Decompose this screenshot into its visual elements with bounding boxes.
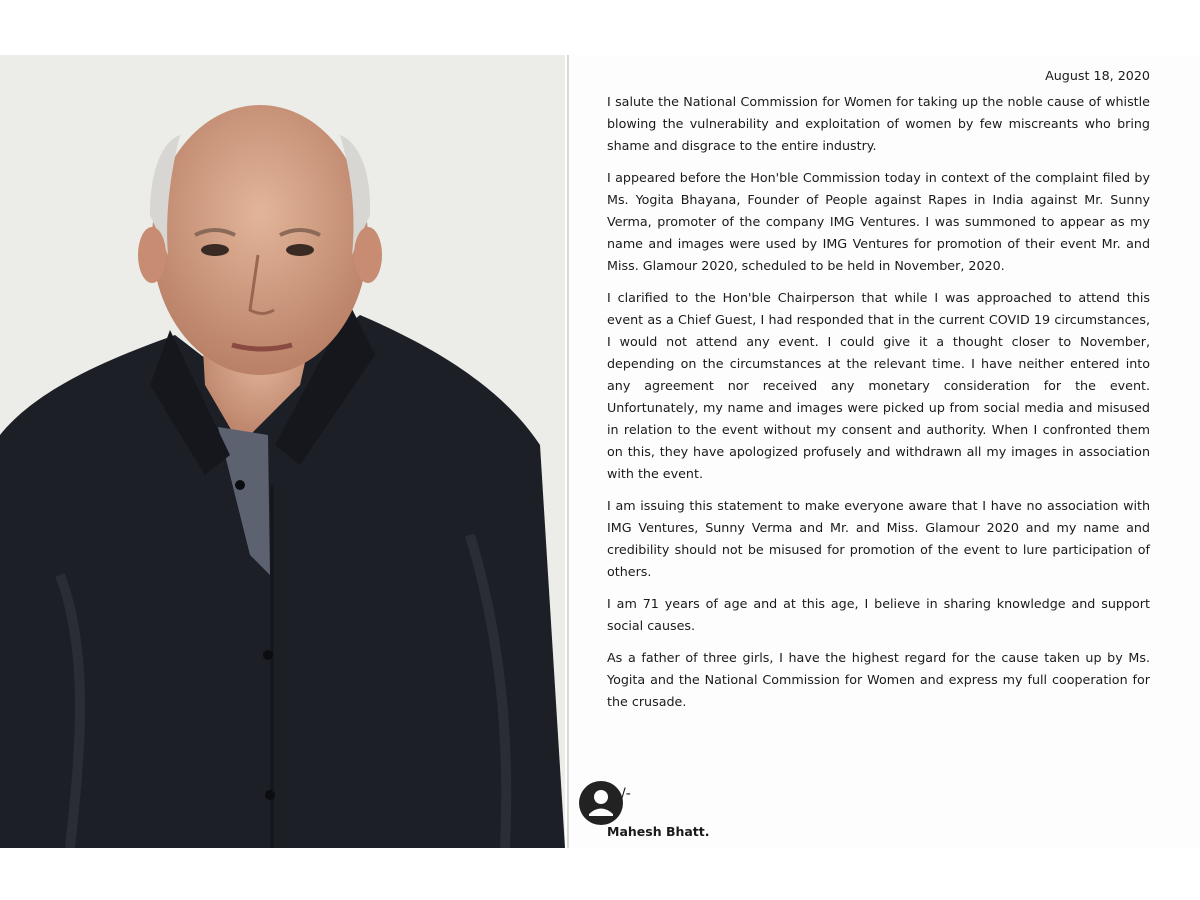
signature-name: Mahesh Bhatt. bbox=[607, 824, 710, 839]
letter-paragraph: I clarified to the Hon'ble Chairperson that while I was approached to attend this event as a Chief Guest, I had responded that in the current COVID 19 circumstances, I would not attend any event. I could give it a thought closer to November, depending on the circumstances at the relevant time. I have neither entered into any agreement nor received any monetary consideration for the event. Unfortunately, my name and images were picked up from social media and misused in relation to the event without my consent and authority. When I confronted them on this, they have apologized profusely and withdrawn all my images in association with the event. bbox=[607, 290, 1150, 481]
signature-mark: /- bbox=[621, 786, 631, 802]
portrait-illustration bbox=[0, 55, 565, 848]
statement-letter bbox=[567, 55, 1200, 848]
letter-paragraph: I am 71 years of age and at this age, I believe in sharing knowledge and support social causes. bbox=[607, 596, 1150, 633]
letter-paragraph: I appeared before the Hon'ble Commission today in context of the complaint filed by Ms. Yogita Bhayana, Founder of People against Rapes in India against Mr. Sunny Verma, promoter of the company IMG Ventures. I was summoned to appear as my name and images were used by IMG Ventures for promotion of their event Mr. and Miss. Glamour 2020, scheduled to be held in November, 2020. bbox=[607, 170, 1150, 273]
signature-block bbox=[579, 777, 879, 847]
letter-paragraph: As a father of three girls, I have the highest regard for the cause taken up by Ms. Yogita and the National Commission for Women and express my full cooperation for the crusade. bbox=[607, 650, 1150, 709]
letter-paragraph: I am issuing this statement to make everyone aware that I have no association with IMG Ventures, Sunny Verma and Mr. and Miss. Glamour 2020 and my name and credibility should not be misused for promotion of the event to lure participation of others. bbox=[607, 498, 1150, 579]
user-avatar-icon bbox=[579, 781, 623, 825]
letter-paragraph: I salute the National Commission for Women for taking up the noble cause of whistle blowing the vulnerability and exploitation of women by few miscreants who bring shame and disgrace to the entire industry. bbox=[607, 94, 1150, 153]
portrait-photo bbox=[0, 55, 565, 848]
letter-date: August 18, 2020 bbox=[1045, 68, 1150, 83]
